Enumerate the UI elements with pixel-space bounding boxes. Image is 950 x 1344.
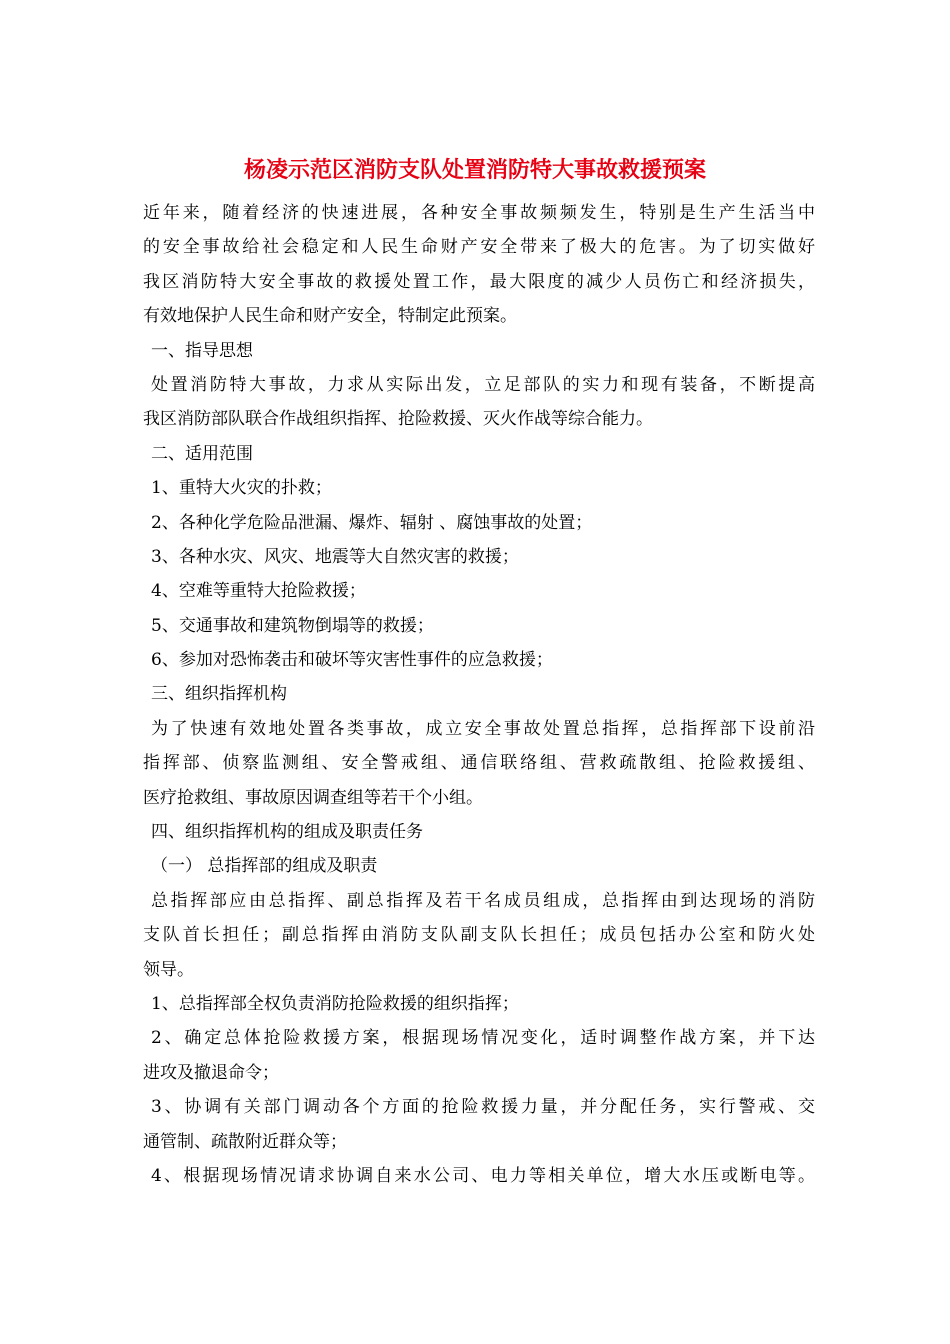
list-item: 2、确定总体抢险救援方案，根据现场情况变化，适时调整作战方案，并下达 bbox=[151, 1028, 815, 1049]
list-item: 6、参加对恐怖袭击和破坏等灾害性事件的应急救援； bbox=[151, 650, 553, 671]
section-heading: 一、指导思想 bbox=[151, 340, 253, 361]
list-item: 3、各种水灾、风灾、地震等大自然灾害的救援； bbox=[151, 546, 519, 567]
paragraph-line: 指挥部、侦察监测组、安全警戒组、通信联络组、营救疏散组、抢险救援组、 bbox=[143, 753, 815, 774]
paragraph-line: 的安全事故给社会稳定和人民生命财产安全带来了极大的危害。为了切实做好 bbox=[143, 237, 815, 258]
document-body bbox=[143, 196, 815, 1193]
document-title: 杨凌示范区消防支队处置消防特大事故救援预案 bbox=[243, 157, 706, 183]
list-item: 2、各种化学危险品泄漏、爆炸、辐射 、腐蚀事故的处置； bbox=[151, 512, 593, 533]
paragraph-line: 我区消防部队联合作战组织指挥、抢险救援、灭火作战等综合能力。 bbox=[143, 409, 653, 430]
paragraph-line: 为了快速有效地处置各类事故，成立安全事故处置总指挥，总指挥部下设前沿 bbox=[151, 718, 815, 739]
list-item: 1、重特大火灾的扑救； bbox=[151, 478, 332, 499]
paragraph-line: 我区消防特大安全事故的救援处置工作，最大限度的减少人员伤亡和经济损失， bbox=[143, 271, 815, 292]
paragraph-line: 进攻及撤退命令； bbox=[143, 1062, 279, 1083]
list-item: 1、总指挥部全权负责消防抢险救援的组织指挥； bbox=[151, 993, 519, 1014]
list-item: 4、空难等重特大抢险救援； bbox=[151, 581, 366, 602]
list-item: 3、协调有关部门调动各个方面的抢险救援力量，并分配任务，实行警戒、交 bbox=[151, 1097, 815, 1118]
paragraph-line: 总指挥部应由总指挥、副总指挥及若干名成员组成，总指挥由到达现场的消防 bbox=[151, 890, 815, 911]
paragraph-line: 支队首长担任；副总指挥由消防支队副支队长担任；成员包括办公室和防火处 bbox=[143, 925, 815, 946]
list-item: 5、交通事故和建筑物倒塌等的救援； bbox=[151, 615, 434, 636]
paragraph-line: 处置消防特大事故，力求从实际出发，立足部队的实力和现有装备，不断提高 bbox=[151, 374, 815, 395]
paragraph-line: 近年来，随着经济的快速进展，各种安全事故频频发生，特别是生产生活当中 bbox=[143, 203, 815, 223]
paragraph-line: 通管制、疏散附近群众等； bbox=[143, 1131, 347, 1152]
list-item: 4、根据现场情况请求协调自来水公司、电力等相关单位，增大水压或断电等。 bbox=[151, 1165, 815, 1186]
paragraph-line: 领导。 bbox=[143, 959, 194, 980]
paragraph-line: 有效地保护人民生命和财产安全，特制定此预案。 bbox=[143, 306, 517, 327]
section-heading: 二、适用范围 bbox=[151, 443, 253, 464]
subsection-heading: （一） 总指挥部的组成及职责 bbox=[151, 856, 378, 877]
paragraph-line: 医疗抢救组、事故原因调查组等若干个小组。 bbox=[143, 787, 483, 808]
section-heading: 三、组织指挥机构 bbox=[151, 684, 287, 705]
section-heading: 四、组织指挥机构的组成及职责任务 bbox=[151, 822, 423, 843]
